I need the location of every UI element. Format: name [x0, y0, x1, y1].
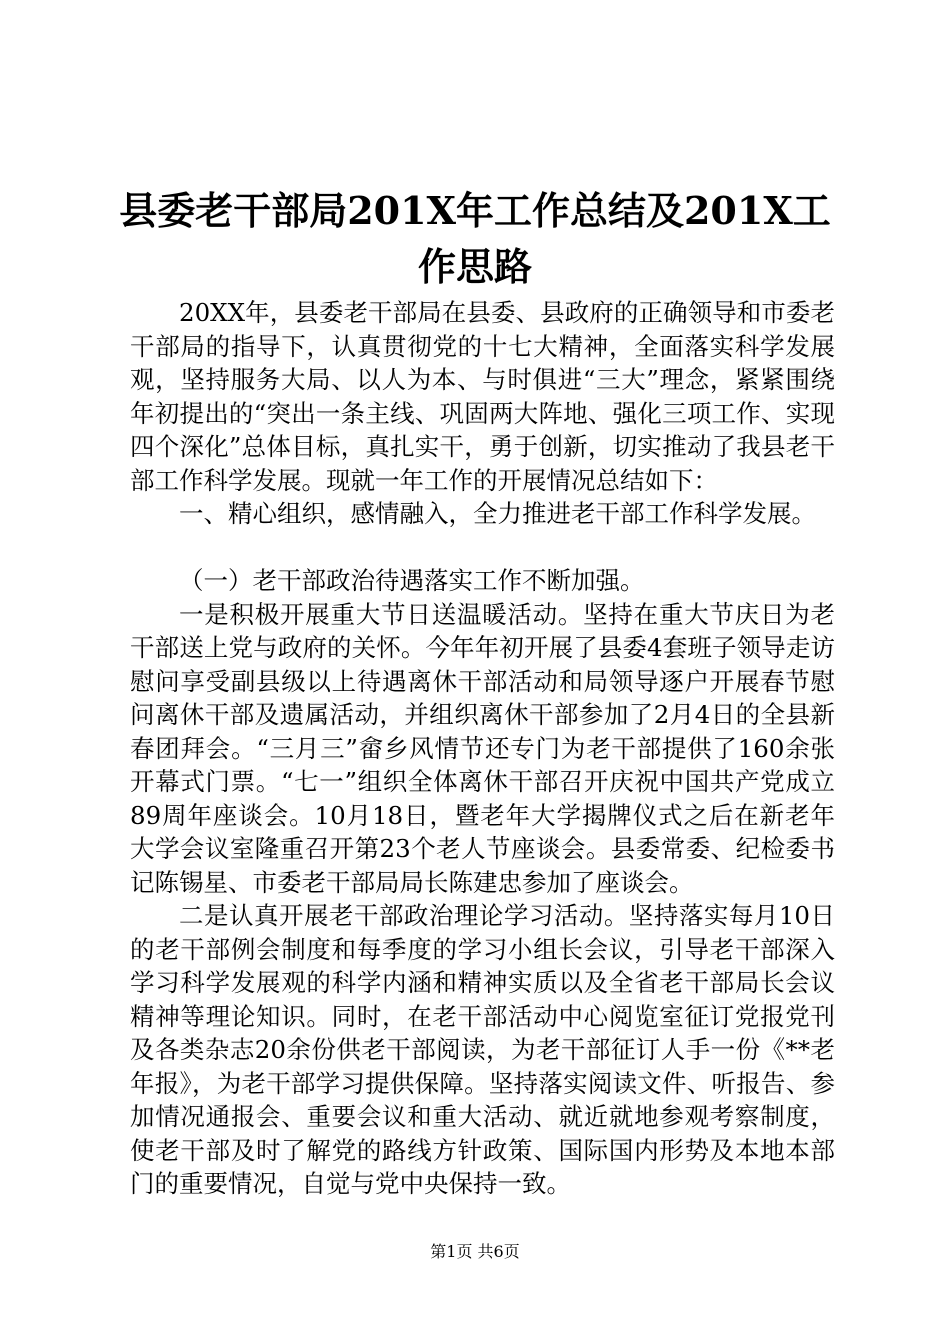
paragraph-holiday-activities: 一是积极开展重大节日送温暖活动。坚持在重大节庆日为老干部送上党与政府的关怀。今年年初开展了县委4套班子领导走访慰问享受副县级以上待遇离休干部活动和局领导逐户开展春节慰问离休干部及遗属活动，并组织离休干部参加了2月4日的全县新春团拜会。“三月三”畲乡风情节还专门为老干部提供了160余张开幕式门票。“七一”组织全体离休干部召开庆祝中国共产党成立89周年座谈会。10月18日，暨老年大学揭牌仪式之后在新老年大学会议室隆重召开第23个老人节座谈会。县委常委、纪检委书记陈锡星、市委老干部局局长陈建忠参加了座谈会。 [130, 599, 835, 897]
document-body [130, 296, 835, 1201]
page-number-footer: 第1页 共6页 [430, 1242, 520, 1261]
paragraph-theory-study: 二是认真开展老干部政治理论学习活动。坚持落实每月10日的老干部例会制度和每季度的学习小组长会议，引导老干部深入学习科学发展观的科学内涵和精神实质以及全省老干部局长会议精神等理论知识。同时，在老干部活动中心阅览室征订党报党刊及各类杂志20余份供老干部阅读，为老干部征订人手一份《**老年报》，为老干部学习提供保障。坚持落实阅读文件、听报告、参加情况通报会、重要会议和重大活动、就近就地参观考察制度，使老干部及时了解党的路线方针政策、国际国内形势及本地本部门的重要情况，自觉与党中央保持一致。 [130, 901, 835, 1198]
subsection-heading-1: （一）老干部政治待遇落实工作不断加强。 [179, 566, 645, 595]
section-heading-1: 一、精心组织，感情融入，全力推进老干部工作科学发展。 [179, 499, 816, 528]
document-title: 县委老干部局201X年工作总结及201X工作思路 [119, 188, 831, 289]
paragraph-intro: 20XX年，县委老干部局在县委、县政府的正确领导和市委老干部局的指导下，认真贯彻党的十七大精神，全面落实科学发展观，坚持服务大局、以人为本、与时俱进“三大”理念，紧紧围绕年初提出的“突出一条主线、巩固两大阵地、强化三项工作、实现四个深化”总体目标，真扎实干，勇于创新，切实推动了我县老干部工作科学发展。现就一年工作的开展情况总结如下： [130, 298, 835, 495]
